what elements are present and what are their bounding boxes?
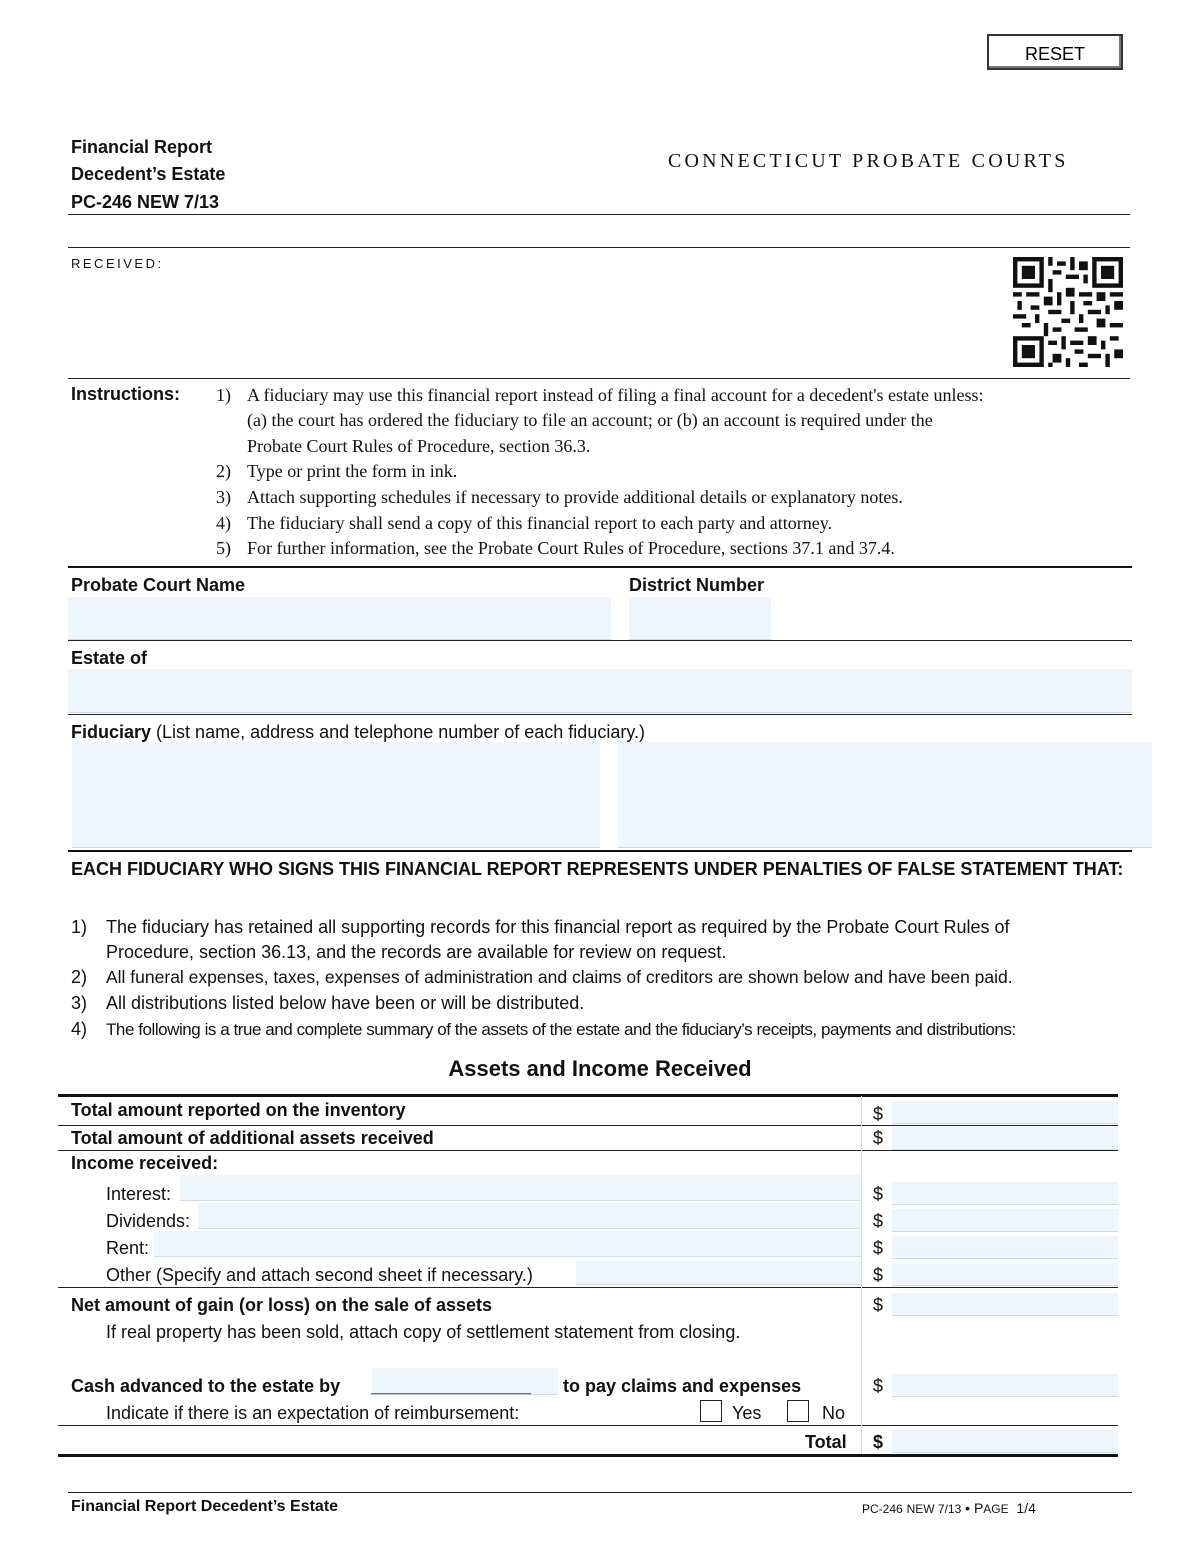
footer-new-text: NEW 7/13 xyxy=(906,1502,962,1516)
cash-advanced-amount[interactable] xyxy=(892,1374,1118,1397)
cash-advanced-prefix: Cash advanced to the estate by xyxy=(71,1376,341,1396)
dividends-description-input[interactable] xyxy=(198,1203,861,1229)
instruction-text: (a) the court has ordered the fiduciary to file an account; or (b) an account is required under the xyxy=(247,410,933,430)
assets-bottom-border xyxy=(58,1454,1118,1457)
qr-code-icon xyxy=(1013,257,1123,367)
net-gain-label: Net amount of gain (or loss) on the sale of assets xyxy=(71,1295,493,1315)
reset-button[interactable]: RESET xyxy=(987,34,1123,70)
total-label: Total xyxy=(805,1432,847,1452)
instructions-top-border xyxy=(68,378,1130,379)
instruction-number: 4) xyxy=(216,513,231,533)
other-income-amount[interactable] xyxy=(892,1263,1118,1286)
other-income-description-input[interactable] xyxy=(576,1260,861,1285)
estate-section-border xyxy=(68,640,1132,641)
additional-assets-amount[interactable] xyxy=(892,1127,1118,1150)
other-income-label: Other (Specify and attach second sheet if necessary.) xyxy=(106,1265,533,1285)
total-inventory-label: Total amount reported on the inventory xyxy=(71,1100,406,1120)
fiduciary-input-1[interactable] xyxy=(72,742,600,848)
reimbursement-label: Indicate if there is an expectation of reimbursement: xyxy=(106,1403,520,1423)
representation-border xyxy=(68,850,1132,852)
dollar-sign: $ xyxy=(873,1104,884,1124)
dividends-amount[interactable] xyxy=(892,1209,1118,1232)
instruction-text: Probate Court Rules of Procedure, section 36.3. xyxy=(247,436,591,456)
footer-page-rest: AGE xyxy=(983,1502,1009,1516)
instruction-number: 2) xyxy=(216,461,231,481)
form-code: PC-246 NEW 7/13 xyxy=(71,192,220,212)
instruction-number: 1) xyxy=(216,385,231,405)
footer-border xyxy=(68,1492,1132,1493)
fiduciary-section-border xyxy=(68,714,1132,715)
representation-number: 3) xyxy=(71,993,88,1013)
header-divider xyxy=(68,214,1130,215)
rent-label: Rent: xyxy=(106,1238,150,1258)
instruction-number: 3) xyxy=(216,487,231,507)
court-section-border xyxy=(68,566,1132,568)
net-gain-amount[interactable] xyxy=(892,1293,1118,1316)
instruction-text: Type or print the form in ink. xyxy=(247,461,458,481)
probate-court-name-label: Probate Court Name xyxy=(71,575,246,595)
footer-form-code: PC-246 xyxy=(862,1502,903,1516)
dollar-sign: $ xyxy=(873,1128,884,1148)
footer-bullet: • xyxy=(965,1500,971,1516)
total-inventory-amount[interactable] xyxy=(892,1101,1118,1124)
assets-section-title: Assets and Income Received xyxy=(448,1056,752,1081)
reimbursement-no-checkbox[interactable] xyxy=(787,1400,809,1422)
representation-text: The fiduciary has retained all supporting records for this financial report as required by the Probate Court Rules of xyxy=(106,917,1010,937)
representation-number: 2) xyxy=(71,967,88,987)
representation-text: All funeral expenses, taxes, expenses of administration and claims of creditors are shown below and have been paid. xyxy=(106,967,1013,987)
yes-label: Yes xyxy=(732,1403,762,1423)
fiduciary-label-row xyxy=(71,722,645,743)
interest-label: Interest: xyxy=(106,1184,172,1204)
district-number-input[interactable] xyxy=(629,597,771,640)
cash-advanced-suffix: to pay claims and expenses xyxy=(563,1376,802,1396)
income-received-label: Income received: xyxy=(71,1153,219,1173)
footer-page-number: 1/4 xyxy=(1016,1500,1036,1516)
instruction-text: Attach supporting schedules if necessary to provide additional details or explanatory notes. xyxy=(247,487,903,507)
representation-heading: EACH FIDUCIARY WHO SIGNS THIS FINANCIAL REPORT REPRESENTS UNDER PENALTIES OF FALSE STATEMENT THAT: xyxy=(71,859,1124,879)
dollar-sign: $ xyxy=(873,1184,884,1204)
dollar-sign: $ xyxy=(873,1238,884,1258)
row-divider xyxy=(58,1150,1118,1151)
instruction-text: A fiduciary may use this financial report instead of filing a final account for a decedent's estate unless: xyxy=(247,385,984,405)
no-label: No xyxy=(822,1403,846,1423)
total-amount[interactable] xyxy=(892,1430,1118,1453)
interest-amount[interactable] xyxy=(892,1182,1118,1205)
instruction-text: The fiduciary shall send a copy of this financial report to each party and attorney. xyxy=(247,513,833,533)
dollar-sign: $ xyxy=(873,1265,884,1285)
dollar-sign: $ xyxy=(873,1295,884,1315)
form-title-line-2: Decedent’s Estate xyxy=(71,164,226,184)
representation-text: Procedure, section 36.13, and the records are available for review on request. xyxy=(106,942,727,962)
dollar-sign: $ xyxy=(873,1376,884,1396)
footer-title: Financial Report Decedent’s Estate xyxy=(71,1498,339,1515)
instruction-number: 5) xyxy=(216,538,231,558)
dividends-label: Dividends: xyxy=(106,1211,191,1231)
fiduciary-input-2[interactable] xyxy=(618,742,1152,848)
instruction-text: For further information, see the Probate Court Rules of Procedure, sections 37.1 and 37.4. xyxy=(247,538,895,558)
row-divider xyxy=(58,1287,1118,1288)
district-number-label: District Number xyxy=(629,575,765,595)
amount-column-divider xyxy=(861,1096,862,1454)
representation-text: All distributions listed below have been or will be distributed. xyxy=(106,993,585,1013)
rent-amount[interactable] xyxy=(892,1236,1118,1259)
reimbursement-yes-checkbox[interactable] xyxy=(700,1400,722,1422)
assets-top-border xyxy=(58,1094,1118,1097)
instructions-label: Instructions: xyxy=(71,384,181,404)
estate-of-label: Estate of xyxy=(71,648,148,668)
dollar-sign: $ xyxy=(873,1432,884,1452)
dollar-sign: $ xyxy=(873,1211,884,1231)
probate-court-name-input[interactable] xyxy=(68,597,611,640)
representation-number: 4) xyxy=(71,1019,88,1039)
received-label: RECEIVED: xyxy=(71,256,164,271)
fiduciary-label: Fiduciary xyxy=(71,722,152,742)
court-brand: CONNECTICUT PROBATE COURTS xyxy=(668,150,1069,172)
fiduciary-note: (List name, address and telephone number of each fiduciary.) xyxy=(156,722,645,742)
row-divider xyxy=(58,1125,1118,1126)
representation-text: The following is a true and complete summary of the assets of the estate and the fiduciary’s receipts, payments and distributions: xyxy=(106,1020,1016,1039)
real-property-note: If real property has been sold, attach copy of settlement statement from closing. xyxy=(106,1322,741,1342)
footer-page-p: P xyxy=(973,1500,984,1516)
interest-description-input[interactable] xyxy=(180,1175,861,1201)
cash-advanced-blank: ________________ xyxy=(371,1376,532,1396)
rent-description-input[interactable] xyxy=(154,1231,861,1257)
additional-assets-label: Total amount of additional assets received xyxy=(71,1128,434,1148)
received-top-border xyxy=(68,247,1130,248)
estate-of-input[interactable] xyxy=(68,669,1132,713)
row-divider xyxy=(58,1425,1118,1426)
representation-number: 1) xyxy=(71,917,88,937)
form-title-line-1: Financial Report xyxy=(71,137,213,157)
footer-page-info xyxy=(862,1500,1036,1516)
